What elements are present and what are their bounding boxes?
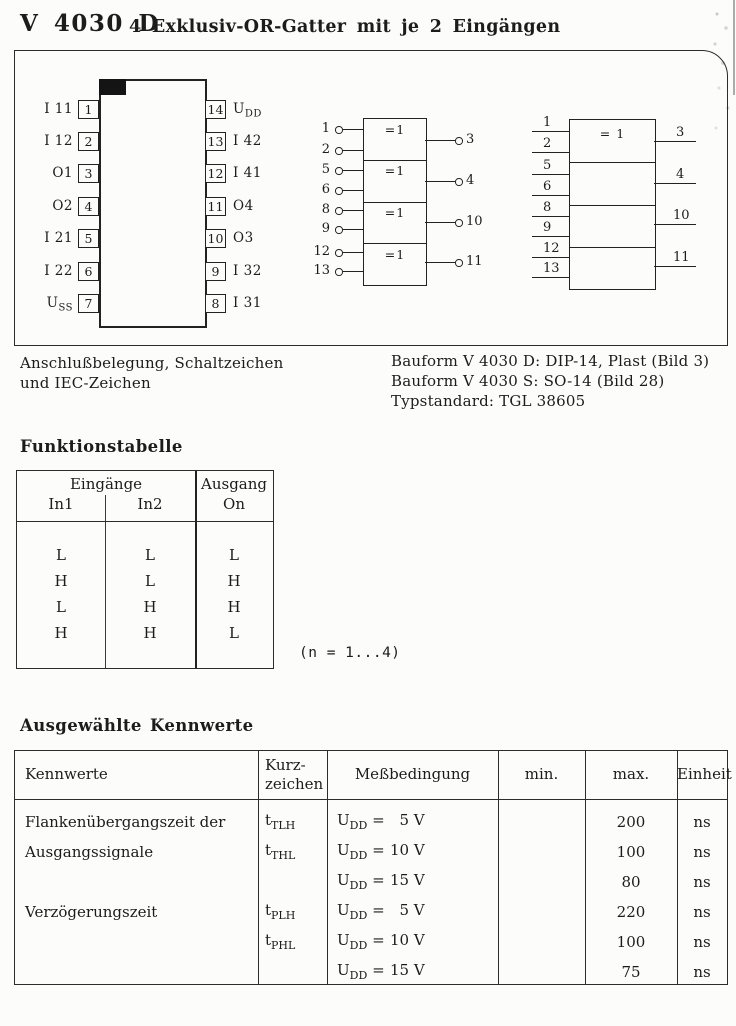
condition: $U_{DD} = 15$ V <box>337 961 425 982</box>
gate-terminal-circle <box>455 137 463 145</box>
column-header-min: min. <box>524 765 559 783</box>
pin-number-box: 12 <box>205 164 226 183</box>
pin-number-box: 3 <box>78 164 99 183</box>
table-divider <box>498 751 499 984</box>
iec-output-wire <box>654 141 696 142</box>
pin-row <box>27 162 99 184</box>
pin-number-box: 2 <box>78 132 99 151</box>
pin-number-box: 11 <box>205 197 226 216</box>
gate-input-number: 1 <box>321 121 330 136</box>
pin-number-box: 13 <box>205 132 226 151</box>
max-value: 200 <box>616 813 646 831</box>
gate-input-number: 9 <box>321 221 330 236</box>
column-header-eingaenge: Eingänge <box>69 475 143 493</box>
truth-cell: L <box>229 546 239 564</box>
truth-cell: L <box>56 598 66 616</box>
param-symbol: $t_{THL}$ <box>265 841 296 862</box>
max-value: 220 <box>616 903 646 921</box>
truth-cell: L <box>229 624 239 642</box>
gate-terminal-circle <box>335 187 343 195</box>
pin-row <box>27 292 99 314</box>
param-symbol: $t_{PLH}$ <box>265 901 296 922</box>
pin1-marker <box>99 79 126 95</box>
unit: ns <box>693 813 711 831</box>
condition: $U_{DD} = 5$ V <box>337 811 425 832</box>
column-header-kurzzeichen <box>265 756 323 794</box>
pin-label: I 42 <box>233 133 262 149</box>
condition: $U_{DD} = 10$ V <box>337 841 425 862</box>
pin-number-box: 14 <box>205 100 226 119</box>
pin-label: $U_{SS}$ <box>46 295 73 314</box>
iec-output-number: 3 <box>676 125 685 140</box>
column-header-in1: In1 <box>48 495 74 513</box>
iec-output-wire <box>654 224 696 225</box>
column-header-in2: In2 <box>137 495 163 513</box>
max-value: 100 <box>616 933 646 951</box>
xor-gate-stack <box>363 118 427 286</box>
truth-cell: H <box>227 598 241 616</box>
gate-divider <box>364 243 426 244</box>
param-symbol: $t_{PHL}$ <box>265 931 296 952</box>
figure-panel <box>14 50 728 346</box>
pin-row <box>205 195 254 217</box>
pin-label: O2 <box>52 198 73 214</box>
xor-gate-label: =1 <box>384 163 406 178</box>
gate-output-number: 11 <box>466 254 483 269</box>
iec-input-wire <box>532 216 569 217</box>
caption-line: Typstandard: TGL 38605 <box>391 392 586 410</box>
gate-input-number: 6 <box>321 182 330 197</box>
xor-gate-label: =1 <box>384 122 406 137</box>
max-value: 75 <box>621 963 641 981</box>
gate-input-number: 12 <box>313 244 330 259</box>
gate-wire <box>425 140 455 141</box>
gate-terminal-circle <box>335 226 343 234</box>
ic-package-body <box>99 79 207 328</box>
pin-number-box: 4 <box>78 197 99 216</box>
gate-terminal-circle <box>455 259 463 267</box>
iec-input-number: 13 <box>543 261 560 276</box>
pin-row <box>205 292 262 314</box>
pin-number-box: 8 <box>205 294 226 313</box>
pin-row <box>27 98 99 120</box>
pin-label: I 31 <box>233 295 262 311</box>
column-header-line: zeichen <box>265 775 324 793</box>
xor-gate-label: =1 <box>384 205 406 220</box>
part-number: V 4030 D <box>20 10 160 37</box>
figure-caption-left <box>20 353 283 393</box>
pin-number-box: 5 <box>78 229 99 248</box>
gate-output-number: 3 <box>466 132 475 147</box>
pin-row <box>205 130 262 152</box>
gate-terminal-circle <box>335 249 343 257</box>
pin-label: I 21 <box>44 230 73 246</box>
caption-line: Bauform V 4030 D: DIP-14, Plast (Bild 3) <box>391 352 710 370</box>
iec-divider <box>570 205 655 206</box>
gate-wire <box>343 271 363 272</box>
pin-label: I 41 <box>233 165 262 181</box>
condition: $U_{DD} = 15$ V <box>337 871 425 892</box>
iec-output-wire <box>654 266 696 267</box>
pin-number-box: 10 <box>205 229 226 248</box>
gate-wire <box>343 229 363 230</box>
truth-cell: H <box>54 572 68 590</box>
column-header-einheit: Einheit <box>677 765 732 783</box>
kennwerte-table <box>14 750 732 985</box>
kennwerte-heading: Ausgewählte Kennwerte <box>20 716 254 735</box>
gate-terminal-circle <box>335 126 343 134</box>
iec-input-number: 5 <box>543 158 552 173</box>
pin-row <box>205 98 262 120</box>
gate-wire <box>425 222 455 223</box>
iec-input-wire <box>532 277 569 278</box>
gate-wire <box>425 181 455 182</box>
pin-row <box>27 260 99 282</box>
iec-input-wire <box>532 195 569 196</box>
caption-line: Anschlußbelegung, Schaltzeichen <box>20 354 284 372</box>
iec-input-number: 12 <box>543 241 560 256</box>
figure-caption-right <box>391 351 709 411</box>
iec-input-wire <box>532 257 569 258</box>
iec-input-wire <box>532 152 569 153</box>
gate-terminal-circle <box>455 178 463 186</box>
condition: $U_{DD} = 10$ V <box>337 931 425 952</box>
pin-row <box>27 130 99 152</box>
unit: ns <box>693 903 711 921</box>
iec-input-wire <box>532 174 569 175</box>
iec-input-number: 8 <box>543 200 552 215</box>
gate-output-number: 4 <box>466 173 475 188</box>
gate-wire <box>343 190 363 191</box>
iec-input-wire <box>532 236 569 237</box>
max-value: 80 <box>621 873 641 891</box>
param-name: Ausgangssignale <box>25 843 154 861</box>
pin-label: O4 <box>233 198 254 214</box>
pin-row <box>205 260 262 282</box>
truth-cell: H <box>143 624 157 642</box>
iec-divider <box>570 162 655 163</box>
column-header-messbedingung: Meßbedingung <box>354 765 471 783</box>
unit: ns <box>693 873 711 891</box>
truth-cell: H <box>54 624 68 642</box>
pin-label: I 11 <box>44 101 73 117</box>
gate-input-number: 13 <box>313 263 330 278</box>
pin-row <box>205 162 262 184</box>
table-divider <box>327 751 328 984</box>
unit: ns <box>693 843 711 861</box>
iec-output-number: 4 <box>676 167 685 182</box>
column-header-kennwerte: Kennwerte <box>25 765 108 783</box>
iec-output-wire <box>654 183 696 184</box>
page-title: 4 Exklusiv-OR-Gatter mit je 2 Eingängen <box>129 17 561 37</box>
gate-wire <box>425 262 455 263</box>
scan-edge-streak <box>733 0 735 95</box>
gate-terminal-circle <box>335 207 343 215</box>
pin-number-box: 1 <box>78 100 99 119</box>
pin-label: I 22 <box>44 263 73 279</box>
table-divider <box>17 521 273 522</box>
param-symbol: $t_{TLH}$ <box>265 811 296 832</box>
iec-input-number: 6 <box>543 179 552 194</box>
unit: ns <box>693 963 711 981</box>
truth-cell: H <box>227 572 241 590</box>
param-name: Flankenübergangszeit der <box>25 813 226 831</box>
gate-output-number: 10 <box>466 214 483 229</box>
iec-divider <box>570 247 655 248</box>
iec-output-number: 10 <box>673 208 690 223</box>
gate-wire <box>343 129 363 130</box>
gate-terminal-circle <box>455 219 463 227</box>
caption-line: und IEC-Zeichen <box>20 374 151 392</box>
pin-label: I 32 <box>233 263 262 279</box>
gate-wire <box>343 150 363 151</box>
column-header-on: On <box>223 495 245 513</box>
gate-input-number: 8 <box>321 202 330 217</box>
iec-input-number: 9 <box>543 220 552 235</box>
iec-symbol-box <box>569 119 656 290</box>
gate-terminal-circle <box>335 167 343 175</box>
truth-cell: H <box>143 598 157 616</box>
gate-wire <box>343 252 363 253</box>
pin-number-box: 7 <box>78 294 99 313</box>
function-table-heading: Funktionstabelle <box>20 437 183 456</box>
truth-cell: L <box>145 546 155 564</box>
condition: $U_{DD} = 5$ V <box>337 901 425 922</box>
pin-label: O3 <box>233 230 254 246</box>
max-value: 100 <box>616 843 646 861</box>
truth-cell: L <box>56 546 66 564</box>
gate-input-number: 5 <box>321 162 330 177</box>
pin-label: $U_{DD}$ <box>233 101 262 120</box>
pin-number-box: 9 <box>205 262 226 281</box>
function-table <box>16 470 274 669</box>
caption-line: Bauform V 4030 S: SO-14 (Bild 28) <box>391 372 665 390</box>
param-name: Verzögerungszeit <box>25 903 158 921</box>
pin-row <box>27 195 99 217</box>
table-divider <box>258 751 259 984</box>
gate-divider <box>364 202 426 203</box>
iec-input-number: 1 <box>543 115 552 130</box>
xor-gate-label: =1 <box>384 247 406 262</box>
gate-terminal-circle <box>335 147 343 155</box>
column-header-line: Kurz- <box>265 756 306 774</box>
table-divider <box>15 799 727 800</box>
pin-label: O1 <box>52 165 73 181</box>
gate-wire <box>343 210 363 211</box>
gate-divider <box>364 160 426 161</box>
gate-input-number: 2 <box>321 142 330 157</box>
gate-terminal-circle <box>335 268 343 276</box>
iec-label: = 1 <box>599 126 626 141</box>
iec-input-number: 2 <box>543 136 552 151</box>
pin-row <box>27 227 99 249</box>
gate-wire <box>343 170 363 171</box>
iec-input-wire <box>532 131 569 132</box>
iec-output-number: 11 <box>673 250 690 265</box>
column-header-max: max. <box>612 765 650 783</box>
pin-label: I 12 <box>44 133 73 149</box>
unit: ns <box>693 933 711 951</box>
pin-number-box: 6 <box>78 262 99 281</box>
column-header-ausgang: Ausgang <box>201 475 267 493</box>
pin-row <box>205 227 254 249</box>
note-n-range: (n = 1...4) <box>299 645 401 661</box>
truth-cell: L <box>145 572 155 590</box>
